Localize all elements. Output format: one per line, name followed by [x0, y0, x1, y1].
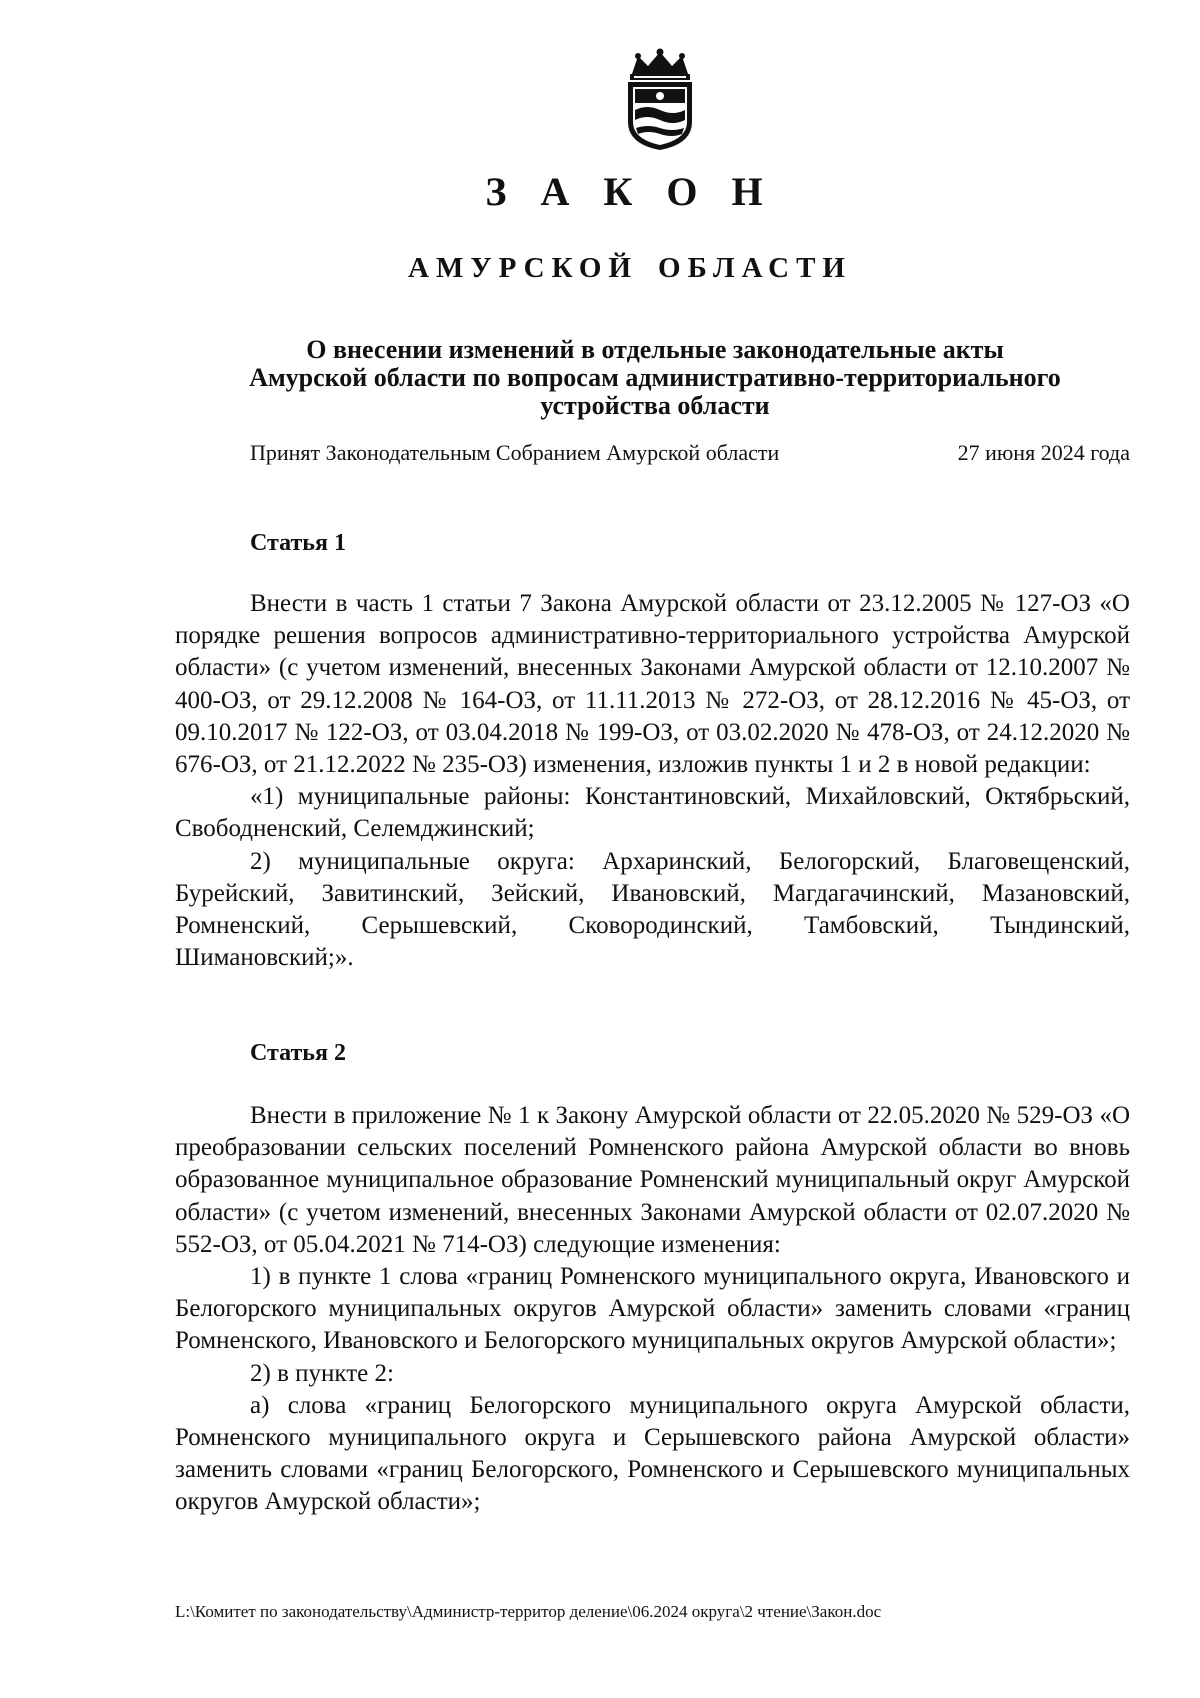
coat-of-arms-emblem: [620, 48, 700, 152]
adoption-line: [250, 440, 1130, 466]
article-1-body: [175, 588, 1130, 974]
article-1-paragraph: «1) муниципальные районы: Константиновский, Михайловский, Октябрьский, Свободненский, Селемджинский;: [175, 783, 1130, 843]
region-title: [0, 252, 1200, 285]
region-word-2: ОБЛАСТИ: [658, 252, 852, 284]
region-word-1: АМУРСКОЙ: [408, 252, 639, 284]
adopted-by: Принят Законодательным Собранием Амурской области: [250, 440, 780, 465]
article-2-body: [175, 1100, 1130, 1519]
article-1-heading: Статья 1: [250, 530, 346, 556]
adopted-date: 27 июня 2024 года: [957, 440, 1130, 465]
article-2-paragraph: 2) в пункте 2:: [250, 1359, 394, 1387]
law-name: [170, 336, 1140, 420]
article-1-paragraph: 2) муниципальные округа: Архаринский, Белогорский, Благовещенский, Бурейский, Завитинский, Зейский, Ивановский, Магдагачинский, Мазановский, Ромненский, Серышевский, Сковородинский, Тамбовский, Тындинский, Шимановский;».: [175, 847, 1130, 972]
article-1-paragraph: Внести в часть 1 статьи 7 Закона Амурской области от 23.12.2005 № 127-ОЗ «О порядке решения вопросов административно-территориального устройства Амурской области» (с учетом изменений, внесенных Законами Амурской области от 12.10.2007 № 400-ОЗ, от 29.12.2008 № 164-ОЗ, от 11.11.2013 № 272-ОЗ, от 28.12.2016 № 45-ОЗ, от 09.10.2017 № 122-ОЗ, от 03.04.2018 № 199-ОЗ, от 03.02.2020 № 478-ОЗ, от 24.12.2020 № 676-ОЗ, от 21.12.2022 № 235-ОЗ) изменения, изложив пункты 1 и 2 в новой редакции:: [175, 590, 1130, 779]
law-title: З А К О Н: [485, 169, 775, 214]
article-2-paragraph: Внести в приложение № 1 к Закону Амурской области от 22.05.2020 № 529-ОЗ «О преобразовании сельских поселений Ромненского района Амурской области во вновь образованное муниципальное образование Ромненский муниципальный округ Амурской области» (с учетом изменений, внесенных Законами Амурской области от 02.07.2020 № 552-ОЗ, от 05.04.2021 № 714-ОЗ) следующие изменения:: [175, 1102, 1130, 1258]
article-2-paragraph: 1) в пункте 1 слова «границ Ромненского муниципального округа, Ивановского и Белогорского муниципальных округов Амурской области» заменить словами «границ Ромненского, Ивановского и Белогорского муниципальных округов Амурской области»;: [175, 1263, 1130, 1355]
law-name-line: О внесении изменений в отдельные законодательные акты: [306, 335, 1004, 364]
article-2-heading: Статья 2: [250, 1040, 346, 1066]
file-path-footer: L:\Комитет по законодательству\Администр-территор деление\06.2024 округа\2 чтение\Закон.doc: [175, 1602, 882, 1621]
law-name-line: устройства области: [540, 391, 770, 420]
law-name-line: Амурской области по вопросам административно-территориального: [249, 363, 1061, 392]
article-2-paragraph: а) слова «границ Белогорского муниципального округа Амурской области, Ромненского муниципального округа и Серышевского района Амурской области» заменить словами «границ Белогорского, Ромненского и Серышевского муниципальных округов Амурской области»;: [175, 1391, 1130, 1516]
